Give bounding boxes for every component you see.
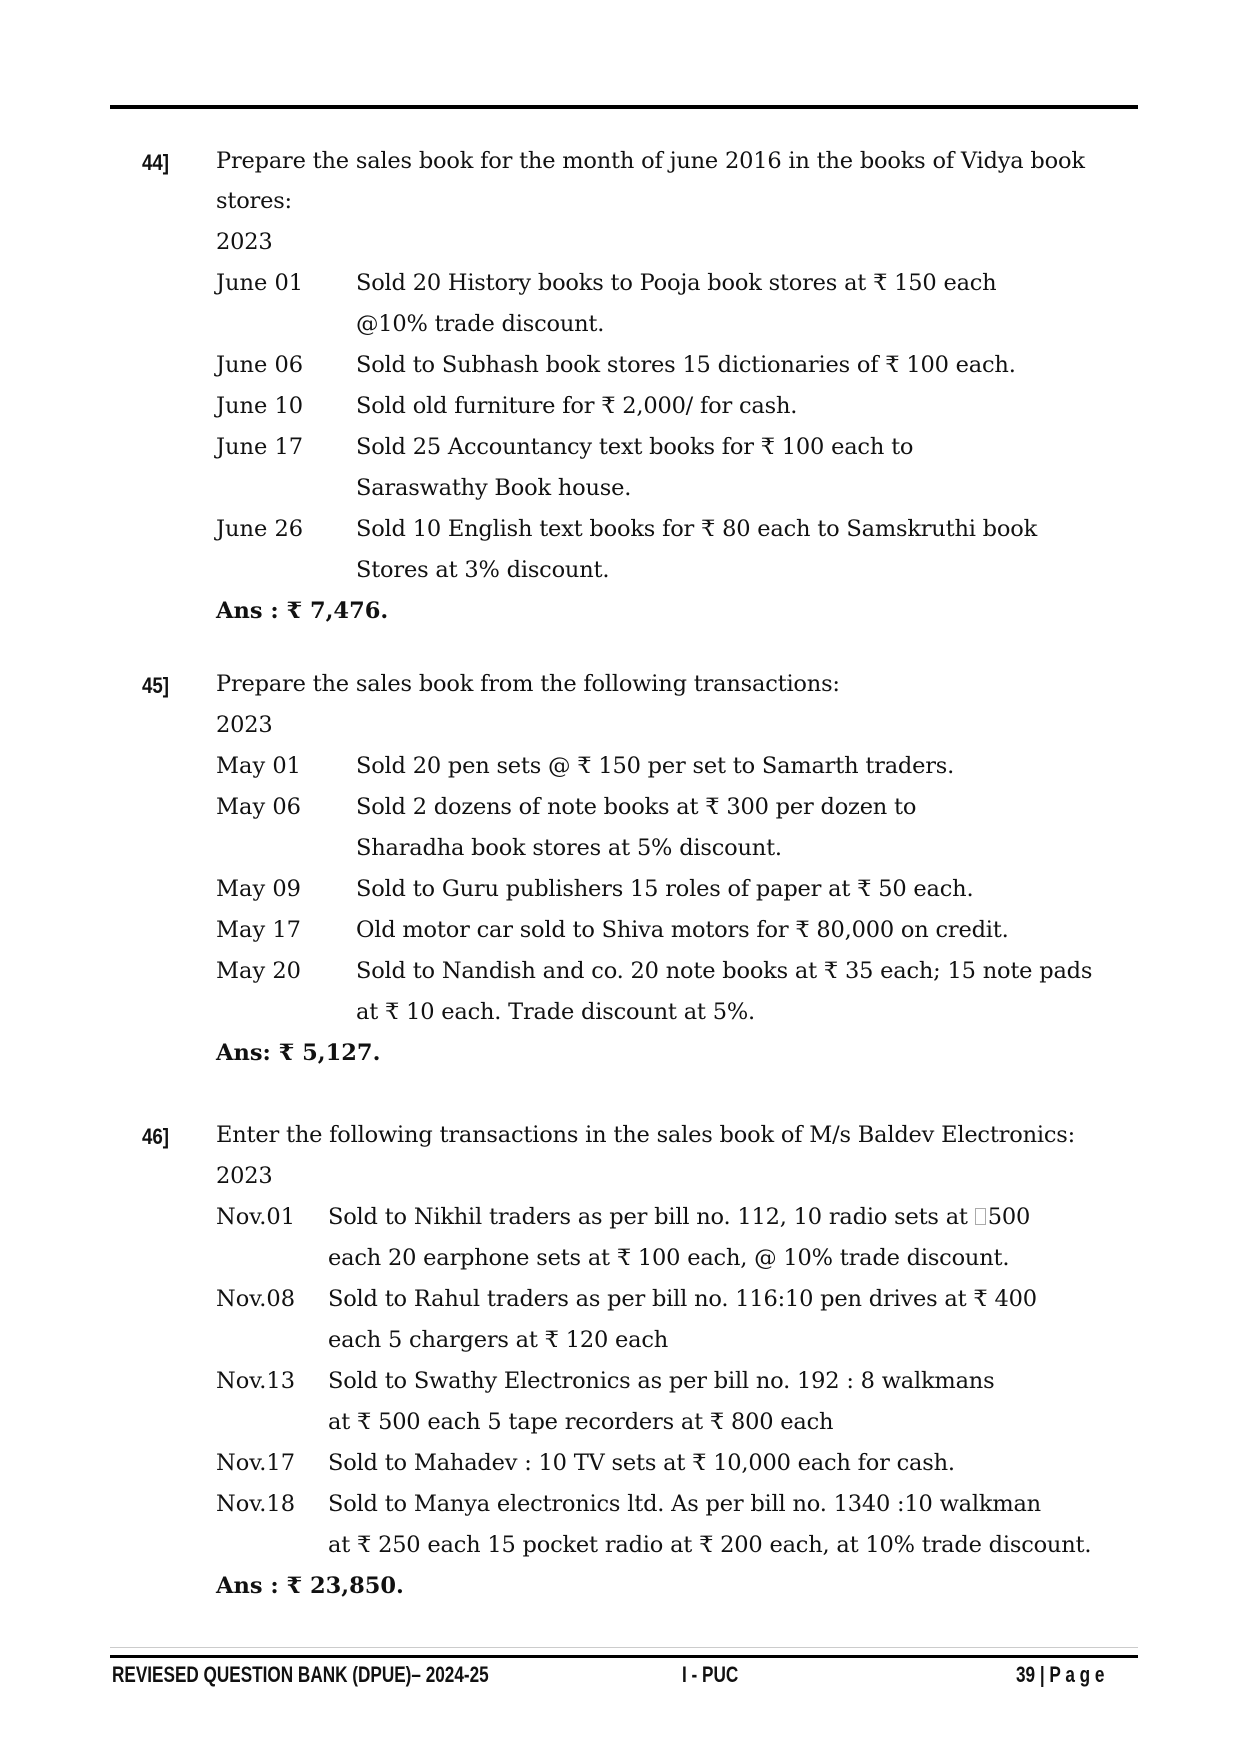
header-rule bbox=[110, 105, 1138, 109]
question-prompt: Prepare the sales book from the following transactions: bbox=[216, 671, 840, 697]
entry-text bbox=[328, 1204, 1030, 1230]
entry-text-part: 500 bbox=[987, 1204, 1031, 1230]
entry-text: Sold to Rahul traders as per bill no. 116:10 pen drives at ₹ 400 bbox=[328, 1286, 1037, 1312]
entry-text: Sold to Swathy Electronics as per bill no. 192 : 8 walkmans bbox=[328, 1368, 995, 1394]
entry-date: May 20 bbox=[216, 958, 301, 984]
entry-text-cont: Stores at 3% discount. bbox=[356, 557, 610, 583]
entry-text-cont: each 20 earphone sets at ₹ 100 each, @ 10% trade discount. bbox=[328, 1245, 1010, 1271]
entry-text-cont: at ₹ 500 each 5 tape recorders at ₹ 800 each bbox=[328, 1409, 834, 1435]
answer: Ans : ₹ 23,850. bbox=[216, 1573, 404, 1599]
entry-date: May 17 bbox=[216, 917, 301, 943]
footer-rule bbox=[110, 1655, 1138, 1658]
year-label: 2023 bbox=[216, 712, 273, 738]
entry-date: June 06 bbox=[216, 352, 304, 378]
footer-title: REVIESED QUESTION BANK (DPUE)– 2024-25 bbox=[112, 1662, 489, 1687]
year-label: 2023 bbox=[216, 229, 273, 255]
entry-text: Sold 10 English text books for ₹ 80 each to Samskruthi book bbox=[356, 516, 1038, 542]
year-label: 2023 bbox=[216, 1163, 273, 1189]
entry-text: Sold to Subhash book stores 15 dictionaries of ₹ 100 each. bbox=[356, 352, 1016, 378]
entry-date: June 01 bbox=[216, 270, 304, 296]
entry-date: June 17 bbox=[216, 434, 304, 460]
answer: Ans: ₹ 5,127. bbox=[216, 1040, 381, 1066]
entry-text: Sold old furniture for ₹ 2,000/ for cash. bbox=[356, 393, 798, 419]
entry-text-cont: @10% trade discount. bbox=[356, 311, 605, 337]
entry-text-part: Sold to Nikhil traders as per bill no. 112, 10 radio sets at bbox=[328, 1204, 975, 1230]
entry-date: Nov.18 bbox=[216, 1491, 296, 1517]
question-prompt: Prepare the sales book for the month of june 2016 in the books of Vidya book bbox=[216, 148, 1085, 174]
entry-text: Sold 25 Accountancy text books for ₹ 100 each to bbox=[356, 434, 914, 460]
entry-text: Sold to Manya electronics ltd. As per bill no. 1340 :10 walkman bbox=[328, 1491, 1041, 1517]
entry-date: Nov.08 bbox=[216, 1286, 296, 1312]
entry-date: June 10 bbox=[216, 393, 304, 419]
entry-text: Sold 2 dozens of note books at ₹ 300 per dozen to bbox=[356, 794, 917, 820]
entry-text: Sold to Nandish and co. 20 note books at ₹ 35 each; 15 note pads bbox=[356, 958, 1093, 984]
question-number: 45] bbox=[142, 673, 170, 698]
entry-text-cont: at ₹ 10 each. Trade discount at 5%. bbox=[356, 999, 755, 1025]
entry-date: Nov.17 bbox=[216, 1450, 296, 1476]
footer-page-number: 39 | P a g e bbox=[1016, 1662, 1105, 1687]
entry-text-cont: Sharadha book stores at 5% discount. bbox=[356, 835, 782, 861]
footer-class: I - PUC bbox=[682, 1662, 739, 1687]
question-prompt-cont: stores: bbox=[216, 188, 292, 214]
entry-text-cont: each 5 chargers at ₹ 120 each bbox=[328, 1327, 669, 1353]
entry-date: Nov.13 bbox=[216, 1368, 296, 1394]
entry-text: Sold 20 pen sets @ ₹ 150 per set to Samarth traders. bbox=[356, 753, 955, 779]
entry-text: Sold 20 History books to Pooja book stores at ₹ 150 each bbox=[356, 270, 997, 296]
question-number: 46] bbox=[142, 1124, 170, 1149]
entry-date: June 26 bbox=[216, 516, 304, 542]
entry-text: Sold to Guru publishers 15 roles of paper at ₹ 50 each. bbox=[356, 876, 974, 902]
entry-date: May 09 bbox=[216, 876, 301, 902]
entry-date: Nov.01 bbox=[216, 1204, 296, 1230]
question-number: 44] bbox=[142, 150, 170, 175]
missing-glyph-icon bbox=[975, 1208, 986, 1225]
question-prompt: Enter the following transactions in the sales book of M/s Baldev Electronics: bbox=[216, 1122, 1075, 1148]
entry-text: Sold to Mahadev : 10 TV sets at ₹ 10,000 each for cash. bbox=[328, 1450, 955, 1476]
answer: Ans : ₹ 7,476. bbox=[216, 598, 389, 624]
entry-text-cont: Saraswathy Book house. bbox=[356, 475, 632, 501]
entry-text-cont: at ₹ 250 each 15 pocket radio at ₹ 200 each, at 10% trade discount. bbox=[328, 1532, 1092, 1558]
entry-text: Old motor car sold to Shiva motors for ₹ 80,000 on credit. bbox=[356, 917, 1009, 943]
entry-date: May 06 bbox=[216, 794, 301, 820]
entry-date: May 01 bbox=[216, 753, 301, 779]
footer-thin-rule bbox=[110, 1647, 1138, 1648]
